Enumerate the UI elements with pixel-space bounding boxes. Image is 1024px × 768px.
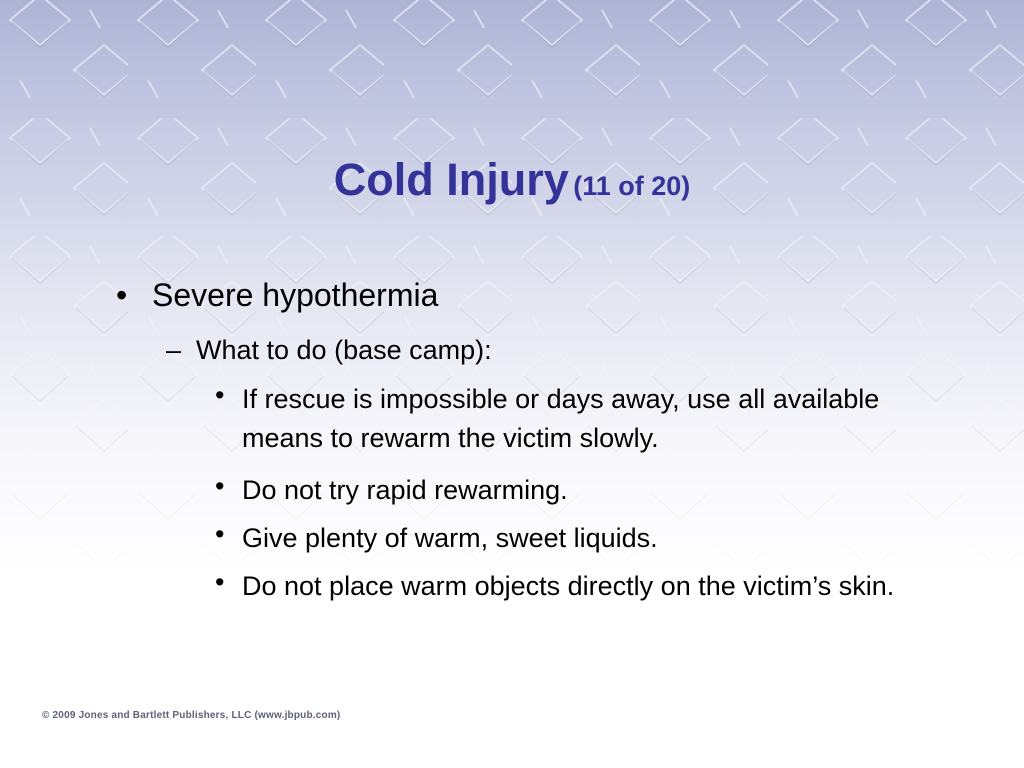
title-main: Cold Injury bbox=[333, 154, 569, 205]
bullet-marker: • bbox=[215, 471, 225, 501]
bullet-text: Do not try rapid rewarming. bbox=[242, 475, 568, 505]
bullet-text: Severe hypothermia bbox=[152, 277, 439, 313]
copyright-footer: © 2009 Jones and Bartlett Publishers, LLC (www.jbpub.com) bbox=[42, 710, 341, 721]
bullet-text: Do not place warm objects directly on the victim’s skin. bbox=[242, 571, 895, 601]
bullet-marker: • bbox=[215, 380, 225, 410]
bullet-level3 bbox=[215, 519, 935, 558]
bullet-level3 bbox=[215, 380, 935, 458]
dash-marker: – bbox=[166, 335, 182, 365]
title-page-count: (11 of 20) bbox=[573, 171, 691, 201]
bullet-marker: • bbox=[215, 519, 225, 549]
bullet-marker: • bbox=[116, 277, 128, 313]
bullet-text: If rescue is impossible or days away, use all available means to rewarm the victim slowly. bbox=[242, 384, 880, 453]
bullet-level3 bbox=[215, 471, 935, 510]
bullet-marker: • bbox=[215, 567, 225, 597]
bullet-text: What to do (base camp): bbox=[196, 335, 492, 365]
bullet-level3 bbox=[215, 567, 935, 606]
bullet-text: Give plenty of warm, sweet liquids. bbox=[242, 523, 658, 553]
